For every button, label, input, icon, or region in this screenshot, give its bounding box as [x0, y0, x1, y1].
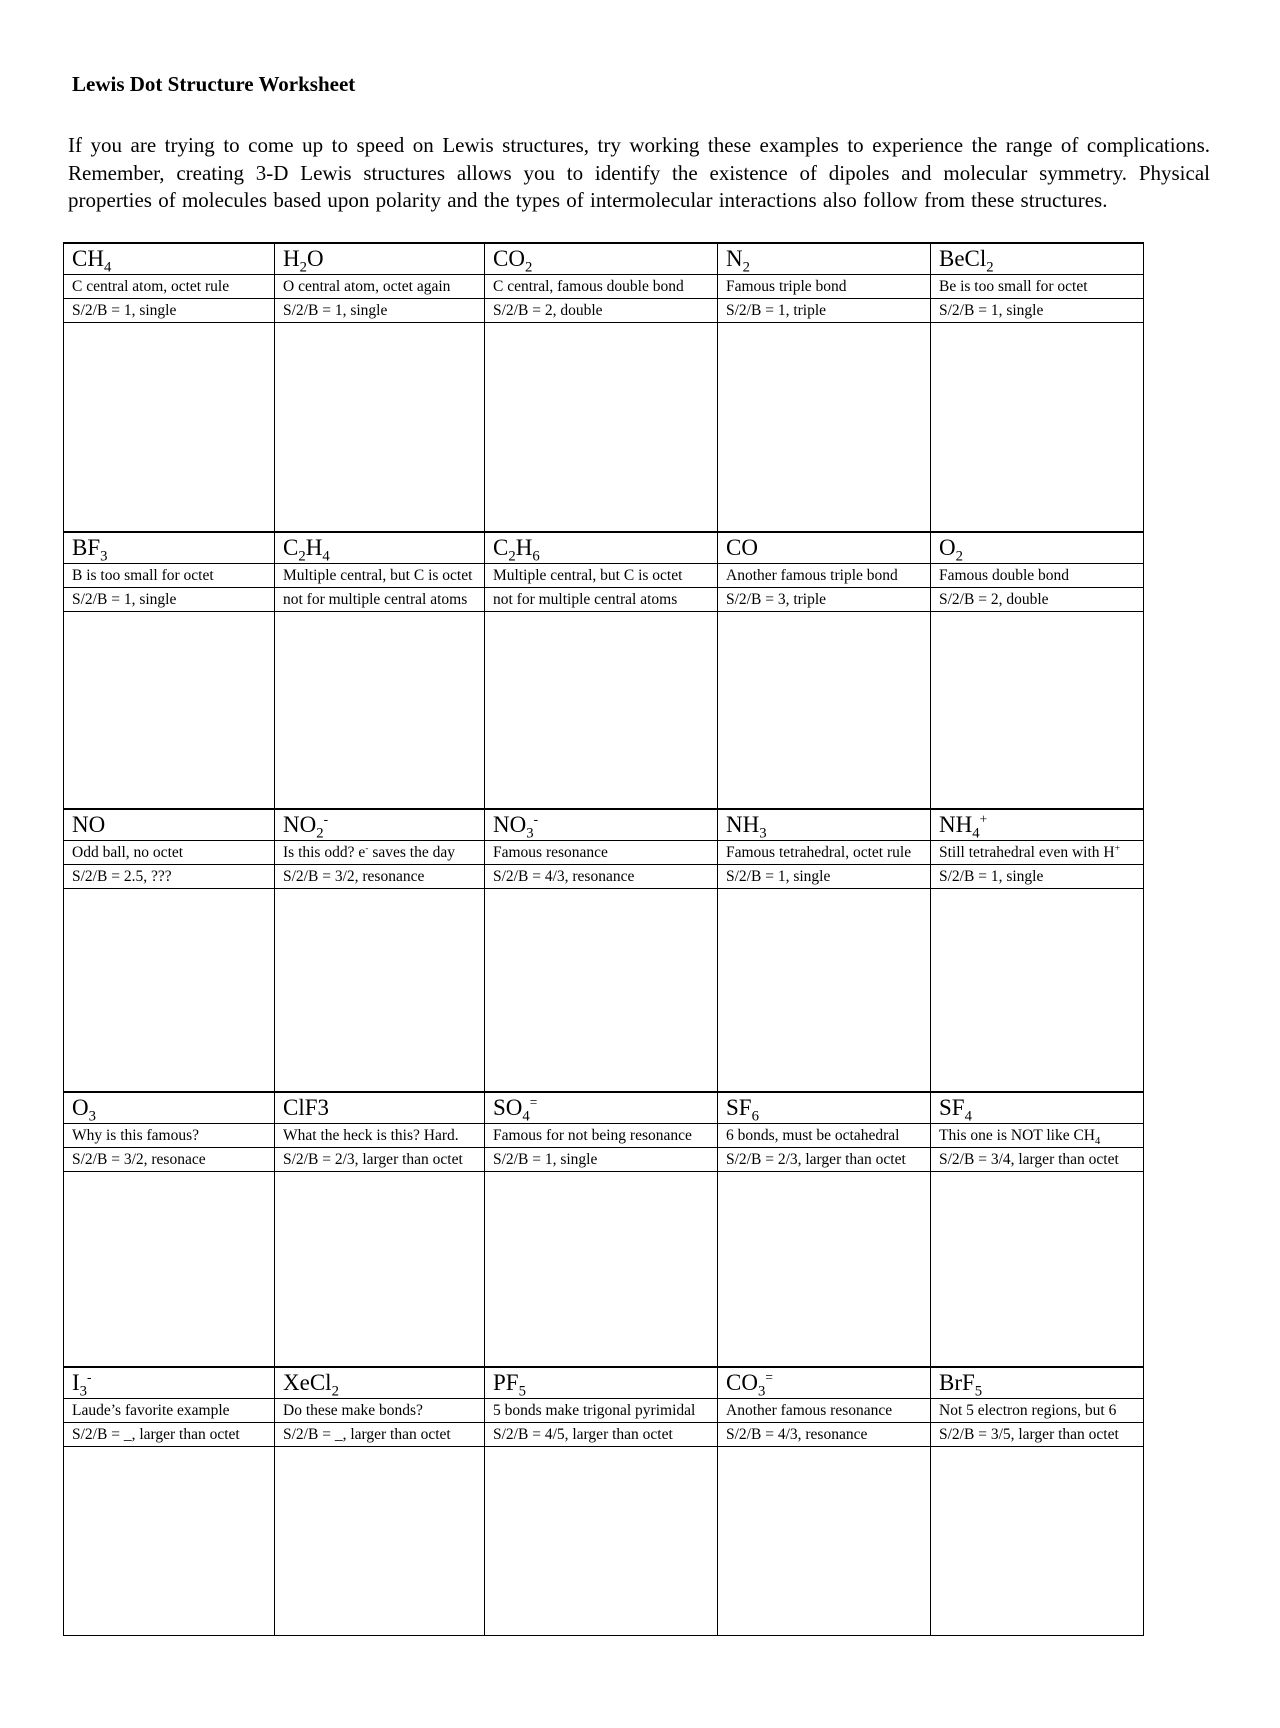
molecule-formula: $BF_3$	[64, 532, 275, 564]
molecule-formula: ClF3	[275, 1092, 485, 1124]
drawing-area	[931, 611, 1144, 809]
drawing-area	[931, 1446, 1144, 1635]
molecule-s2b: S/2/B = 4/3, resonance	[718, 1422, 931, 1446]
molecule-s2b: S/2/B = 2.5, ???	[64, 864, 275, 888]
molecule-s2b: S/2/B = 1, single	[931, 864, 1144, 888]
molecule-desc: Still tetrahedral even with H+	[931, 840, 1144, 864]
molecule-desc-row	[64, 274, 1144, 298]
molecule-desc: What the heck is this? Hard.	[275, 1123, 485, 1147]
molecule-s2b: S/2/B = 2, double	[485, 298, 718, 322]
drawing-area	[485, 1171, 718, 1367]
molecule-s2b: S/2/B = 1, single	[485, 1147, 718, 1171]
molecule-desc: Do these make bonds?	[275, 1398, 485, 1422]
molecule-formula: $NO_3^-$	[485, 809, 718, 841]
drawing-area	[718, 1446, 931, 1635]
molecule-s2b: S/2/B = 4/5, larger than octet	[485, 1422, 718, 1446]
drawing-area	[275, 1171, 485, 1367]
molecule-s2b: not for multiple central atoms	[485, 587, 718, 611]
drawing-row	[64, 1446, 1144, 1635]
drawing-row	[64, 611, 1144, 809]
molecule-formula: $PF_5$	[485, 1367, 718, 1399]
molecule-s2b: S/2/B = 1, single	[718, 864, 931, 888]
drawing-area	[64, 1171, 275, 1367]
molecule-formula: $SF_4$	[931, 1092, 1144, 1124]
drawing-area	[931, 888, 1144, 1092]
drawing-area	[718, 322, 931, 532]
drawing-area	[718, 611, 931, 809]
molecule-s2b: S/2/B = 1, single	[64, 298, 275, 322]
molecule-desc: Famous resonance	[485, 840, 718, 864]
molecule-desc: This one is NOT like $CH_4$	[931, 1123, 1144, 1147]
molecule-desc: Odd ball, no octet	[64, 840, 275, 864]
molecule-s2b: S/2/B = 2/3, larger than octet	[718, 1147, 931, 1171]
molecule-s2b-row	[64, 1422, 1144, 1446]
drawing-area	[718, 888, 931, 1092]
molecule-s2b: S/2/B = 1, single	[931, 298, 1144, 322]
molecule-desc: Famous triple bond	[718, 274, 931, 298]
molecule-formula: XeCl$_2$	[275, 1367, 485, 1399]
page	[0, 72, 1280, 1728]
molecule-s2b: S/2/B = 2, double	[931, 587, 1144, 611]
molecule-desc: Why is this famous?	[64, 1123, 275, 1147]
molecule-desc: Famous double bond	[931, 563, 1144, 587]
molecule-desc: Another famous resonance	[718, 1398, 931, 1422]
molecule-s2b: S/2/B = 3, triple	[718, 587, 931, 611]
molecule-desc: O central atom, octet again	[275, 274, 485, 298]
molecule-formula: $O_2$	[931, 532, 1144, 564]
molecule-desc: C central, famous double bond	[485, 274, 718, 298]
molecule-formula: BeCl$_2$	[931, 243, 1144, 275]
molecule-s2b: S/2/B = 4/3, resonance	[485, 864, 718, 888]
molecule-formula: $SF_6$	[718, 1092, 931, 1124]
molecule-s2b-row	[64, 864, 1144, 888]
drawing-row	[64, 1171, 1144, 1367]
molecule-formula: $NH_3$	[718, 809, 931, 841]
molecule-s2b-row	[64, 587, 1144, 611]
molecule-s2b: S/2/B = 3/2, resonance	[275, 864, 485, 888]
drawing-area	[485, 888, 718, 1092]
drawing-area	[275, 1446, 485, 1635]
molecule-formula: $NO_2^-$	[275, 809, 485, 841]
drawing-area	[718, 1171, 931, 1367]
intro-paragraph: If you are trying to come up to speed on Lewis structures, try working these examples to experience the range of complications. Remember, creating 3-D Lewis structures allows you to identify the existence of dipoles and molecular symmetry. Physical properties of molecules based upon polarity and the types of intermolecular interactions also follow from these structures.	[68, 133, 1210, 213]
molecule-formula: $I_3^-$	[64, 1367, 275, 1399]
molecule-formula: BrF$_5$	[931, 1367, 1144, 1399]
drawing-area	[931, 322, 1144, 532]
molecule-desc-row	[64, 1398, 1144, 1422]
molecule-desc: Famous for not being resonance	[485, 1123, 718, 1147]
molecule-formula: $CH_4$	[64, 243, 275, 275]
molecule-desc: C central atom, octet rule	[64, 274, 275, 298]
molecule-formula-row	[64, 1367, 1144, 1399]
drawing-row	[64, 888, 1144, 1092]
molecule-s2b: S/2/B = _, larger than octet	[64, 1422, 275, 1446]
molecule-desc: 6 bonds, must be octahedral	[718, 1123, 931, 1147]
molecule-desc: Another famous triple bond	[718, 563, 931, 587]
molecule-formula: $CO_2$	[485, 243, 718, 275]
molecule-s2b: S/2/B = 3/2, resonace	[64, 1147, 275, 1171]
molecule-formula: $N_2$	[718, 243, 931, 275]
molecule-desc: Laude’s favorite example	[64, 1398, 275, 1422]
drawing-area	[485, 322, 718, 532]
molecule-formula: CO	[718, 532, 931, 564]
molecule-formula-row	[64, 243, 1144, 275]
molecule-desc-row	[64, 1123, 1144, 1147]
molecule-s2b: S/2/B = _, larger than octet	[275, 1422, 485, 1446]
molecule-s2b-row	[64, 298, 1144, 322]
drawing-area	[275, 322, 485, 532]
molecule-s2b: S/2/B = 2/3, larger than octet	[275, 1147, 485, 1171]
molecule-formula: $H_2O$	[275, 243, 485, 275]
worksheet-table	[63, 242, 1144, 1636]
drawing-row	[64, 322, 1144, 532]
molecule-s2b: S/2/B = 3/5, larger than octet	[931, 1422, 1144, 1446]
molecule-s2b: S/2/B = 1, triple	[718, 298, 931, 322]
worksheet-table-body	[64, 243, 1144, 1636]
drawing-area	[931, 1171, 1144, 1367]
molecule-s2b: S/2/B = 3/4, larger than octet	[931, 1147, 1144, 1171]
molecule-desc: Famous tetrahedral, octet rule	[718, 840, 931, 864]
molecule-formula: $O_3$	[64, 1092, 275, 1124]
molecule-desc-row	[64, 563, 1144, 587]
page-title: Lewis Dot Structure Worksheet	[72, 72, 356, 96]
molecule-formula: $CO_3^=$	[718, 1367, 931, 1399]
drawing-area	[64, 1446, 275, 1635]
drawing-area	[485, 611, 718, 809]
molecule-s2b: not for multiple central atoms	[275, 587, 485, 611]
molecule-s2b: S/2/B = 1, single	[64, 587, 275, 611]
drawing-area	[485, 1446, 718, 1635]
molecule-formula: $C_2H_4$	[275, 532, 485, 564]
molecule-formula-row	[64, 809, 1144, 841]
molecule-s2b: S/2/B = 1, single	[275, 298, 485, 322]
molecule-desc: 5 bonds make trigonal pyrimidal	[485, 1398, 718, 1422]
molecule-s2b-row	[64, 1147, 1144, 1171]
molecule-desc: Multiple central, but C is octet	[485, 563, 718, 587]
drawing-area	[275, 611, 485, 809]
molecule-desc: Is this odd? e- saves the day	[275, 840, 485, 864]
molecule-formula: NO	[64, 809, 275, 841]
molecule-desc: Multiple central, but C is octet	[275, 563, 485, 587]
molecule-formula: $SO_4^=$	[485, 1092, 718, 1124]
molecule-desc: Not 5 electron regions, but 6	[931, 1398, 1144, 1422]
drawing-area	[64, 611, 275, 809]
molecule-desc-row	[64, 840, 1144, 864]
molecule-formula-row	[64, 532, 1144, 564]
molecule-formula: $NH_4^+$	[931, 809, 1144, 841]
drawing-area	[275, 888, 485, 1092]
molecule-desc: B is too small for octet	[64, 563, 275, 587]
drawing-area	[64, 888, 275, 1092]
molecule-desc: Be is too small for octet	[931, 274, 1144, 298]
drawing-area	[64, 322, 275, 532]
molecule-formula: $C_2H_6$	[485, 532, 718, 564]
molecule-formula-row	[64, 1092, 1144, 1124]
